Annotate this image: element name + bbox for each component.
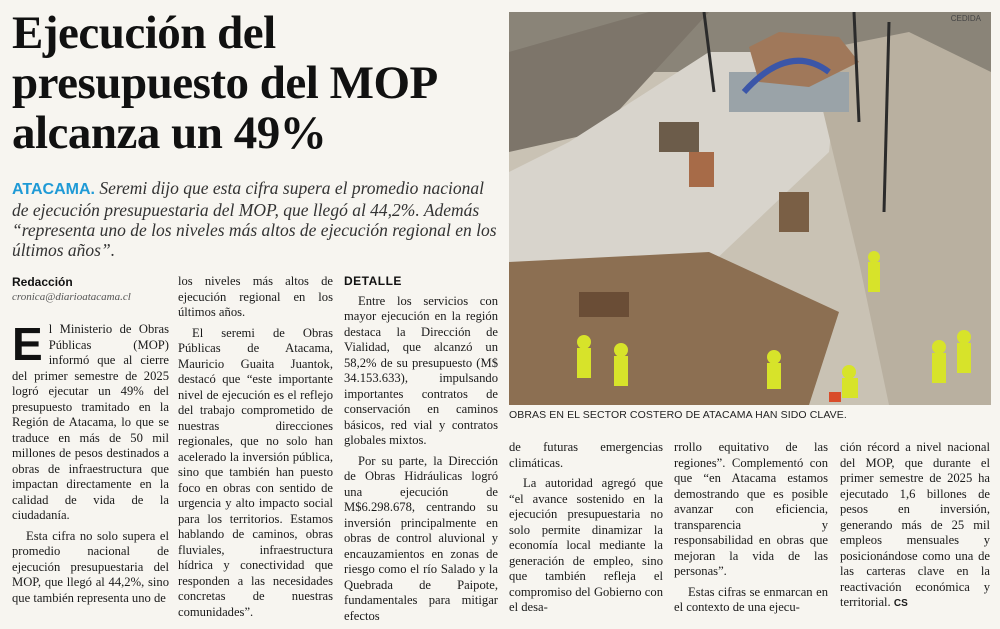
column-3-paragraph-2: Por su parte, la Dirección de Obras Hidráulicas logró una ejecución de M$6.298.678, centrando su inversión principalmente en obras de control aluvional y encauzamientos en zonas de riesgo como el río Salado y la Quebrada de Paipote, fundamentales para mitigar efectos: [344, 453, 498, 623]
article-column-6: [840, 440, 990, 617]
article-column-2: [178, 274, 333, 625]
lead-paragraph: [12, 178, 502, 260]
author-initials-endmark: CS: [893, 598, 908, 609]
column-5-paragraph-1: rrollo equitativo de las regiones”. Complementó con que “en Atacama estamos demostrando que es posible avanzar con eficiencia, transparencia y responsabilidad en obras que mejoran la vida de las personas”.: [674, 440, 828, 578]
headline-line-1: Ejecución del: [12, 7, 276, 59]
photo-credit: CEDIDA: [950, 14, 981, 23]
headline-line-2: presupuesto del MOP: [12, 57, 438, 109]
headline: [12, 8, 502, 158]
article-column-5: [674, 440, 828, 621]
article-column-4: [509, 440, 663, 621]
column-1-paragraph-2: Esta cifra no solo supera el promedio nacional de ejecución presupuestaria del MOP, que llegó al 44,2%, sino que también representa uno de: [12, 528, 169, 605]
drop-cap: E: [12, 318, 43, 370]
section-heading-detalle: DETALLE: [344, 274, 402, 288]
byline: [12, 275, 172, 303]
column-5-paragraph-2: Estas cifras se enmarcan en el contexto de una ejecu-: [674, 584, 828, 614]
photo-caption: OBRAS EN EL SECTOR COSTERO DE ATACAMA HAN SIDO CLAVE.: [509, 409, 847, 421]
column-6-paragraph-1: ción récord a nivel nacional del MOP, que durante el primer semestre de 2025 ha ejecutado 1,6 billones de pesos en inversión, generando más de 25 mil empleos mensuales y posicionándose como una de las carteras clave en la reactivación económica y territorial. CS: [840, 440, 990, 609]
column-2-paragraph-2: El seremi de Obras Públicas de Atacama, Mauricio Guaita Juantok, destacó que “este importante nivel de ejecución es el reflejo del trabajo comprometido de nuestras direcciones regionales, que no solo han acelerado la inversión pública, sino que también han puesto foco en obras con sentido de urgencia y alto impacto social para los territorios. Estamos hablando de caminos, obras fluviales, infraestructura hídrica y conectividad que responden a las necesidades concretas de nuestras comunidades”.: [178, 325, 333, 619]
byline-author: Redacción: [12, 275, 73, 289]
article-column-3: [344, 274, 498, 629]
column-3-paragraph-1: Entre los servicios con mayor ejecución en la región destaca la Dirección de Vialidad, que alcanzó un 58,2% de su presupuesto (M$ 34.153.633), impulsando importantes contratos de conservación en caminos básicos, red vial y contratos globales mixtos.: [344, 293, 498, 447]
column-4-paragraph-2: La autoridad agregó que “el avance sostenido en la ejecución presupuestaria no solo permite dinamizar la economía local mediante la generación de empleo, sino que también refleja el compromiso del Gobierno con el desa-: [509, 476, 663, 614]
byline-email[interactable]: cronica@diarioatacama.cl: [12, 291, 131, 303]
lead-kicker: ATACAMA.: [12, 181, 95, 198]
article-column-1: [12, 318, 169, 611]
headline-line-3: alcanza un 49%: [12, 107, 327, 159]
column-4-paragraph-1: de futuras emergencias climáticas.: [509, 440, 663, 470]
column-1-paragraph-1: El Ministerio de Obras Públicas (MOP) informó que al cierre del primer semestre de 2025 logró ejecutar un 49% del presupuesto tramitado en la Región de Atacama, lo que se traduce en más de 50 mil millones de pesos destinados a obras de infraestructura que impactan directamente en la calidad de vida de la ciudadanía.: [12, 318, 169, 522]
construction-site-photo: [509, 12, 991, 405]
column-2-paragraph-1: los niveles más altos de ejecución regional en los últimos años.: [178, 274, 333, 319]
lead-text: Seremi dijo que esta cifra supera el promedio nacional de ejecución presupuestaria del MOP, que llegó al 44,2%. Además “representa uno de los niveles más altos de ejecución regional en los últimos años”.: [12, 178, 497, 260]
photo-illustration: [509, 12, 991, 405]
